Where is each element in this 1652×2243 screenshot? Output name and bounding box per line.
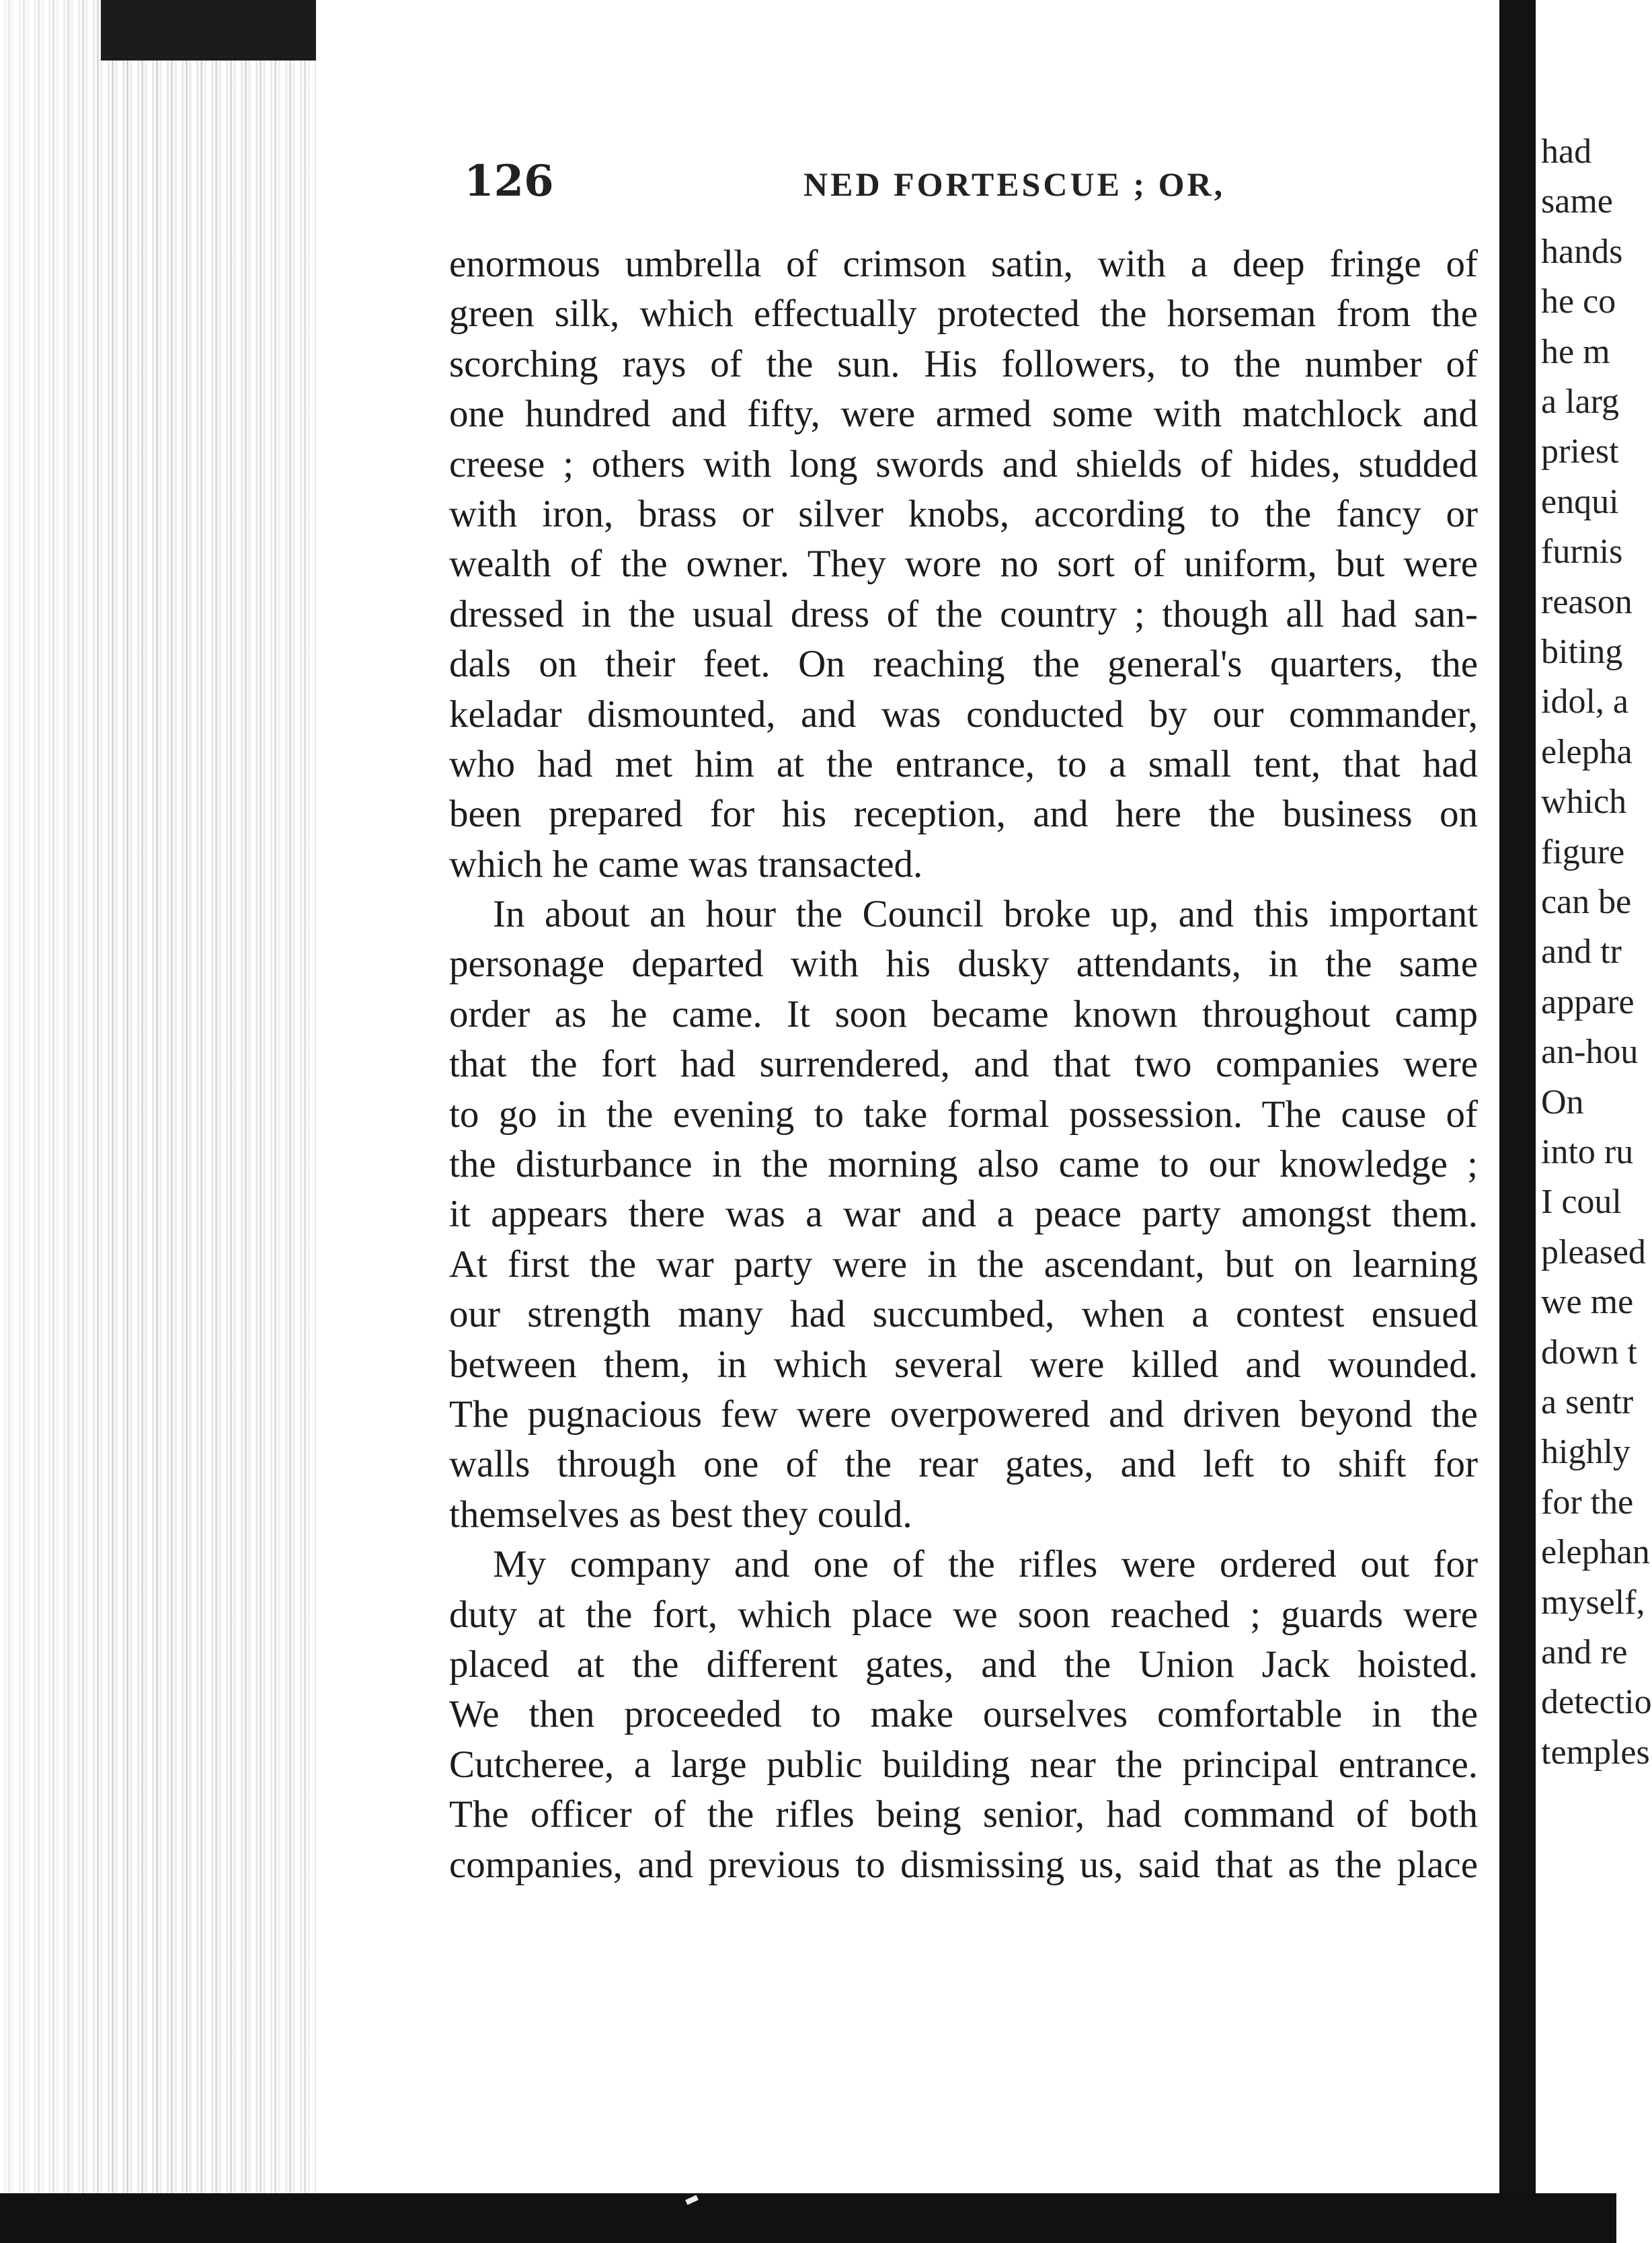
facing-page-line: myself, [1541,1583,1645,1622]
text-line: wealth of the owner. They wore no sort of uniform, but were [449,543,1478,586]
text-line: between them, in which several were killed and wounded. [449,1343,1478,1386]
text-line: one hundred and fifty, were armed some with matchlock and [449,393,1478,436]
text-line: companies, and previous to dismissing us, said that as the place [449,1843,1478,1886]
text-line: been prepared for his reception, and here the business on [449,793,1478,836]
text-line: In about an hour the Council broke up, and this important [493,893,1478,936]
text-line: our strength many had succumbed, when a contest ensued [449,1293,1478,1336]
text-line: My company and one of the rifles were ordered out for [493,1543,1478,1586]
facing-page-line: enqui [1541,482,1619,521]
facing-page-line: temples [1541,1733,1650,1772]
text-line: creese ; others with long swords and shields of hides, studded [449,442,1478,485]
binding-shadow [101,0,323,61]
text-line: We then proceeded to make ourselves comfortable in the [449,1693,1478,1736]
facing-page-line: same [1541,182,1613,221]
facing-page-line: for the [1541,1483,1634,1522]
facing-page-line: furnis [1541,533,1623,572]
facing-page-line: he m [1541,332,1610,371]
text-line: At first the war party were in the ascendant, but on learning [449,1243,1478,1286]
facing-page-line: and tr [1541,933,1622,972]
scan-bottom-border [0,2193,1616,2243]
facing-page-line: reason [1541,582,1633,621]
text-line: duty at the fort, which place we soon reached ; guards were [449,1593,1478,1636]
facing-page-line: elepha [1541,732,1633,771]
facing-page-line: idol, a [1541,682,1628,721]
text-line: The pugnacious few were overpowered and driven beyond the [449,1392,1478,1435]
running-head: NED FORTESCUE ; OR, [803,165,1226,203]
facing-page-line: he co [1541,282,1616,321]
facing-page-line: figure [1541,832,1625,871]
page-number: 126 [464,156,554,206]
facing-page-line: detectio [1541,1683,1652,1722]
facing-page-line: priest [1541,432,1619,471]
page-edge-stack [0,0,316,2243]
text-line: themselves as best they could. [449,1493,912,1536]
gutter-shadow [1499,0,1536,2205]
facing-page-line: highly [1541,1433,1630,1472]
facing-page-line: biting [1541,633,1623,671]
facing-page-line: an-hou [1541,1033,1639,1072]
facing-page-line: had [1541,132,1592,171]
text-line: scorching rays of the sun. His followers, to the number of [449,342,1478,385]
text-line: the disturbance in the morning also came to our knowledge ; [449,1143,1478,1186]
text-line: The officer of the rifles being senior, had command of both [449,1793,1478,1836]
facing-page-line: pleased [1541,1232,1646,1271]
facing-page-line: which [1541,783,1627,822]
text-line: Cutcheree, a large public building near the principal entrance. [449,1743,1478,1786]
facing-page-line: into ru [1541,1133,1634,1171]
text-line: who had met him at the entrance, to a small tent, that had [449,742,1478,785]
text-line: green silk, which effectually protected the horseman from the [449,292,1478,336]
facing-page-line: appare [1541,982,1635,1021]
text-line: it appears there was a war and a peace party amongst them. [449,1193,1478,1236]
text-line: walls through one of the rear gates, and left to shift for [449,1443,1478,1486]
facing-page-line: On [1541,1083,1584,1122]
text-line: which he came was transacted. [449,842,923,886]
facing-page-line: and re [1541,1633,1628,1671]
text-line: enormous umbrella of crimson satin, with a deep fringe of [449,243,1478,285]
facing-page-line: a sentr [1541,1383,1634,1421]
facing-page-line: down t [1541,1333,1637,1372]
text-line: placed at the different gates, and the Union Jack hoisted. [449,1643,1478,1686]
facing-page-line: hands [1541,232,1623,271]
text-line: to go in the evening to take formal possession. The cause of [449,1093,1478,1136]
text-line: that the fort had surrendered, and that two companies were [449,1043,1478,1086]
text-line: dals on their feet. On reaching the general's quarters, the [449,643,1478,686]
facing-page-line: can be [1541,883,1632,921]
facing-page-line: I coul [1541,1183,1622,1222]
facing-page-line: a larg [1541,383,1619,421]
text-line: with iron, brass or silver knobs, according to the fancy or [449,492,1478,535]
text-line: keladar dismounted, and was conducted by our commander, [449,693,1478,736]
facing-page-line: elephan [1541,1533,1650,1572]
text-line: order as he came. It soon became known throughout camp [449,992,1478,1035]
facing-page-fragment [1536,132,1652,2138]
facing-page-line: we me [1541,1283,1634,1322]
text-line: dressed in the usual dress of the country ; though all had san- [449,592,1478,635]
body-text [449,239,1478,1890]
text-line: personage departed with his dusky attendants, in the same [449,943,1478,986]
